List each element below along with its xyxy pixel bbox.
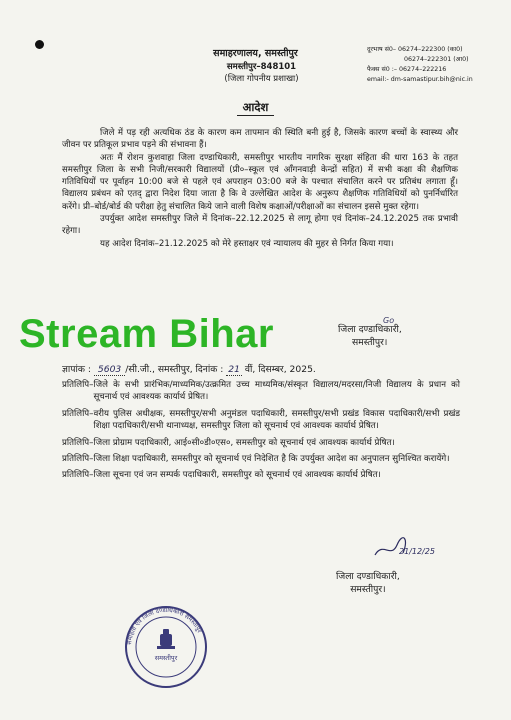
signature-mark: Go [383,316,395,325]
copy-list [62,379,460,486]
copy-text: जिला शिक्षा पदाधिकारी, समस्तीपुर को सूचनार्थ एवं निदेशित है कि उपर्युक्त आदेश का अनुपालन सुनिश्चित करायेंगे। [93,454,450,465]
memo-label: ज्ञापांक : [62,364,91,375]
memo-number: 5603 [94,364,125,376]
copy-item [62,408,460,433]
copy-item [62,437,460,449]
body-paragraph-3: उपर्युक्त आदेश समस्तीपुर जिले में दिनांक–22.12.2025 से लागू होगा एवं दिनांक–24.12.2025 तक प्रभावी रहेगा। [62,214,458,237]
office-section: (जिला गोपनीय प्रशाखा) [224,74,299,84]
memo-day: 21 [228,364,240,375]
copy-label: प्रतिलिपि– [62,454,94,465]
order-title [0,100,511,115]
copy-text: जिले के सभी प्रारंभिक/माध्यमिक/उत्क्रमित उच्च माध्यमिक/संस्कृत विद्यालय/मदरसा/निजी विद्यालय के प्रधान को सूचनार्थ एवं आवश्यक कार्यार्थ प्रेषित। [93,380,460,403]
seal-ring-path: समाहर्ता एवं जिला दण्डाधिकारी समस्तीपुर [126,606,203,646]
signatory-place-bottom: समस्तीपुर। [350,584,386,595]
contact-block [367,45,473,85]
copy-item [62,379,460,404]
memo-date-rest: वीं, दिसम्बर, 2025. [244,364,316,375]
memo-line [62,362,458,375]
signatory-title: जिला दण्डाधिकारी, [338,324,402,335]
signature-block-top [338,323,402,349]
body-paragraph-1: जिले में पड़ रही अत्यधिक ठंड के कारण कम तापमान की स्थिति बनी हुई है, जिसके कारण बच्चों के स्वास्थ्य और जीवन पर प्रतिकूल प्रभाव पड़ने की संभावना हैं। [62,128,458,151]
memo-mid: /सी.जी., समस्तीपुर, दिनांक : [125,364,224,375]
copy-label: प्रतिलिपि– [62,437,94,448]
copy-text: जिला सूचना एवं जन सम्पर्क पदाधिकारी, समस्तीपुर को सूचनार्थ एवं आवश्यक कार्यार्थ प्रेषित। [93,470,381,481]
copy-label: प्रतिलिपि– [62,380,94,390]
copy-item [62,469,460,481]
watermark-text: Stream Bihar [19,312,274,356]
email-address: email:- dm-samastipur.bih@nic.in [367,76,473,83]
initials-date: 21/12/25 [399,547,435,556]
copy-label: प्रतिलिपि– [62,470,94,481]
phone-residence: 06274–222301 (आ0) [404,56,469,63]
order-title-text: आदेश [237,100,275,116]
office-name: समाहरणालय, समस्तीपुर [213,48,298,59]
copy-label: प्रतिलिपि– [62,408,94,419]
phone-office: दूरभाष सं0– 06274–222300 (का0) [367,46,463,53]
copy-item [62,453,460,465]
copy-text: वरीय पुलिस अधीक्षक, समस्तीपुर/सभी अनुमंडल पदाधिकारी, समस्तीपुर/सभी प्रखंड विकास पदाधिकारी/सभी प्रखंड शिक्षा पदाधिकारी/सभी थानाध्यक्ष, समस्तीपुर जिला को सूचनार्थ एवं आवश्यक कार्यार्थ प्रेषित। [93,408,460,432]
seal-center-text: समस्तीपुर [154,654,178,662]
office-pin: समस्तीपुर–848101 [226,62,297,72]
body-paragraph-4: यह आदेश दिनांक–21.12.2025 को मेरे हस्ताक्षर एवं न्यायालय की मुहर से निर्गत किया गया। [100,238,394,249]
fax-number: फैक्स सं0 :– 06274–222216 [367,66,447,73]
official-seal-icon [123,604,209,690]
signatory-place: समस्तीपुर। [352,337,388,348]
signature-block-bottom [336,570,400,596]
emblem-icon [157,629,175,649]
order-body [62,127,458,250]
copy-text: जिला प्रोग्राम पदाधिकारी, आई०सी०डी०एस०, समस्तीपुर को सूचनार्थ एवं आवश्यक कार्यार्थ प्रेषित। [93,437,395,448]
signatory-title-bottom: जिला दण्डाधिकारी, [336,571,400,582]
handwritten-initials-icon [373,537,435,561]
body-paragraph-2: अतः मैं रोशन कुशवाहा जिला दण्डाधिकारी, समस्तीपुर भारतीय नागरिक सुरक्षा संहिता की धारा 163 के तहत समस्तीपुर जिला के सभी निजी/सरकारी विद्यालयों (प्री०–स्कूल एवं ऑंगनवाड़ी केन्द्रों सहित) में सभी कक्षा की शैक्षणिक गतिविधियों पर पूर्वाहन 10:00 बजे से पहले एवं अपराहन 03:00 बजे के पश्चात संचालित करने पर प्रतिबंध लगाता हूँ। विद्यालय प्रबंधन को एतद् द्वारा निदेश दिया जाता है कि वे उल्लेखित आदेश के अनुरूप शैक्षणिक गतिविधियों को पुनर्निर्धारित करेंगे। प्री–बोर्ड/बोर्ड की परीक्षा हेतु संचालित किये जाने वाली विशेष कक्षाओं/परीक्षाओं का संचालन इससे मुक्त रहेगा। [62,152,458,212]
